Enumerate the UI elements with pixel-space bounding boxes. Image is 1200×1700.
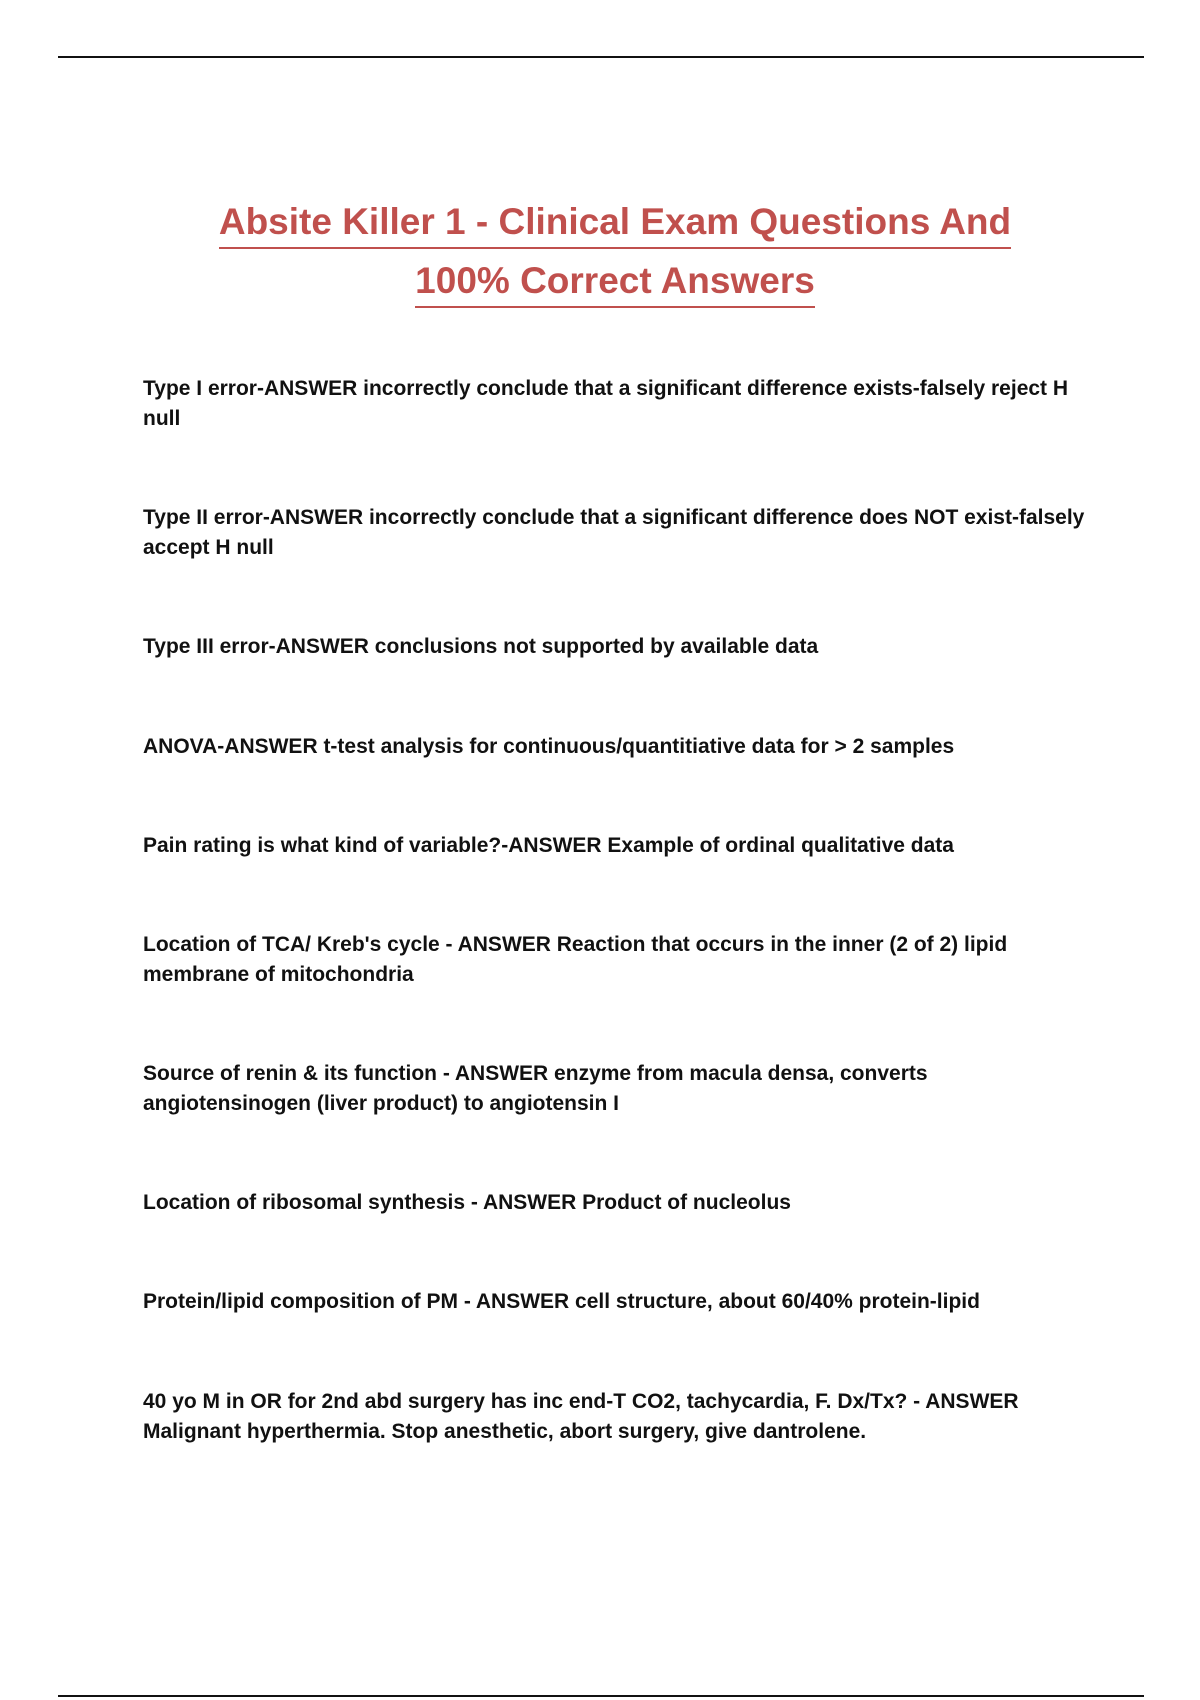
qa-item-ribosomal: Location of ribosomal synthesis - ANSWER Product of nucleolus [143,1191,791,1214]
qa-item-type-ii-error: Type II error-ANSWER incorrectly conclude that a significant difference does NOT exist-falsely accept H null [143,506,1085,559]
title-line-2: 100% Correct Answers [415,256,815,308]
qa-item-krebs-cycle: Location of TCA/ Kreb's cycle - ANSWER Reaction that occurs in the inner (2 of 2) lipid membrane of mitochondria [143,933,1008,986]
qa-item-renin: Source of renin & its function - ANSWER enzyme from macula densa, converts angiotensinogen (liver product) to angiotensin I [143,1062,928,1115]
top-rule [58,56,1144,58]
qa-item-type-i-error: Type I error-ANSWER incorrectly conclude that a significant difference exists-falsely reject H null [143,377,1069,430]
qa-item-anova: ANOVA-ANSWER t-test analysis for continuous/quantitiative data for > 2 samples [143,735,955,758]
bottom-rule [58,1695,1144,1697]
qa-item-type-iii-error: Type III error-ANSWER conclusions not supported by available data [143,635,819,658]
qa-item-malignant-hyperthermia: 40 yo M in OR for 2nd abd surgery has inc end-T CO2, tachycardia, F. Dx/Tx? - ANSWER Malignant hyperthermia. Stop anesthetic, abort surgery, give dantrolene. [143,1390,1019,1443]
document-title [120,192,1110,310]
qa-item-pain-rating: Pain rating is what kind of variable?-ANSWER Example of ordinal qualitative data [143,834,954,857]
qa-item-plasma-membrane: Protein/lipid composition of PM - ANSWER cell structure, about 60/40% protein-lipid [143,1290,980,1313]
title-line-1: Absite Killer 1 - Clinical Exam Questions And [219,197,1011,249]
